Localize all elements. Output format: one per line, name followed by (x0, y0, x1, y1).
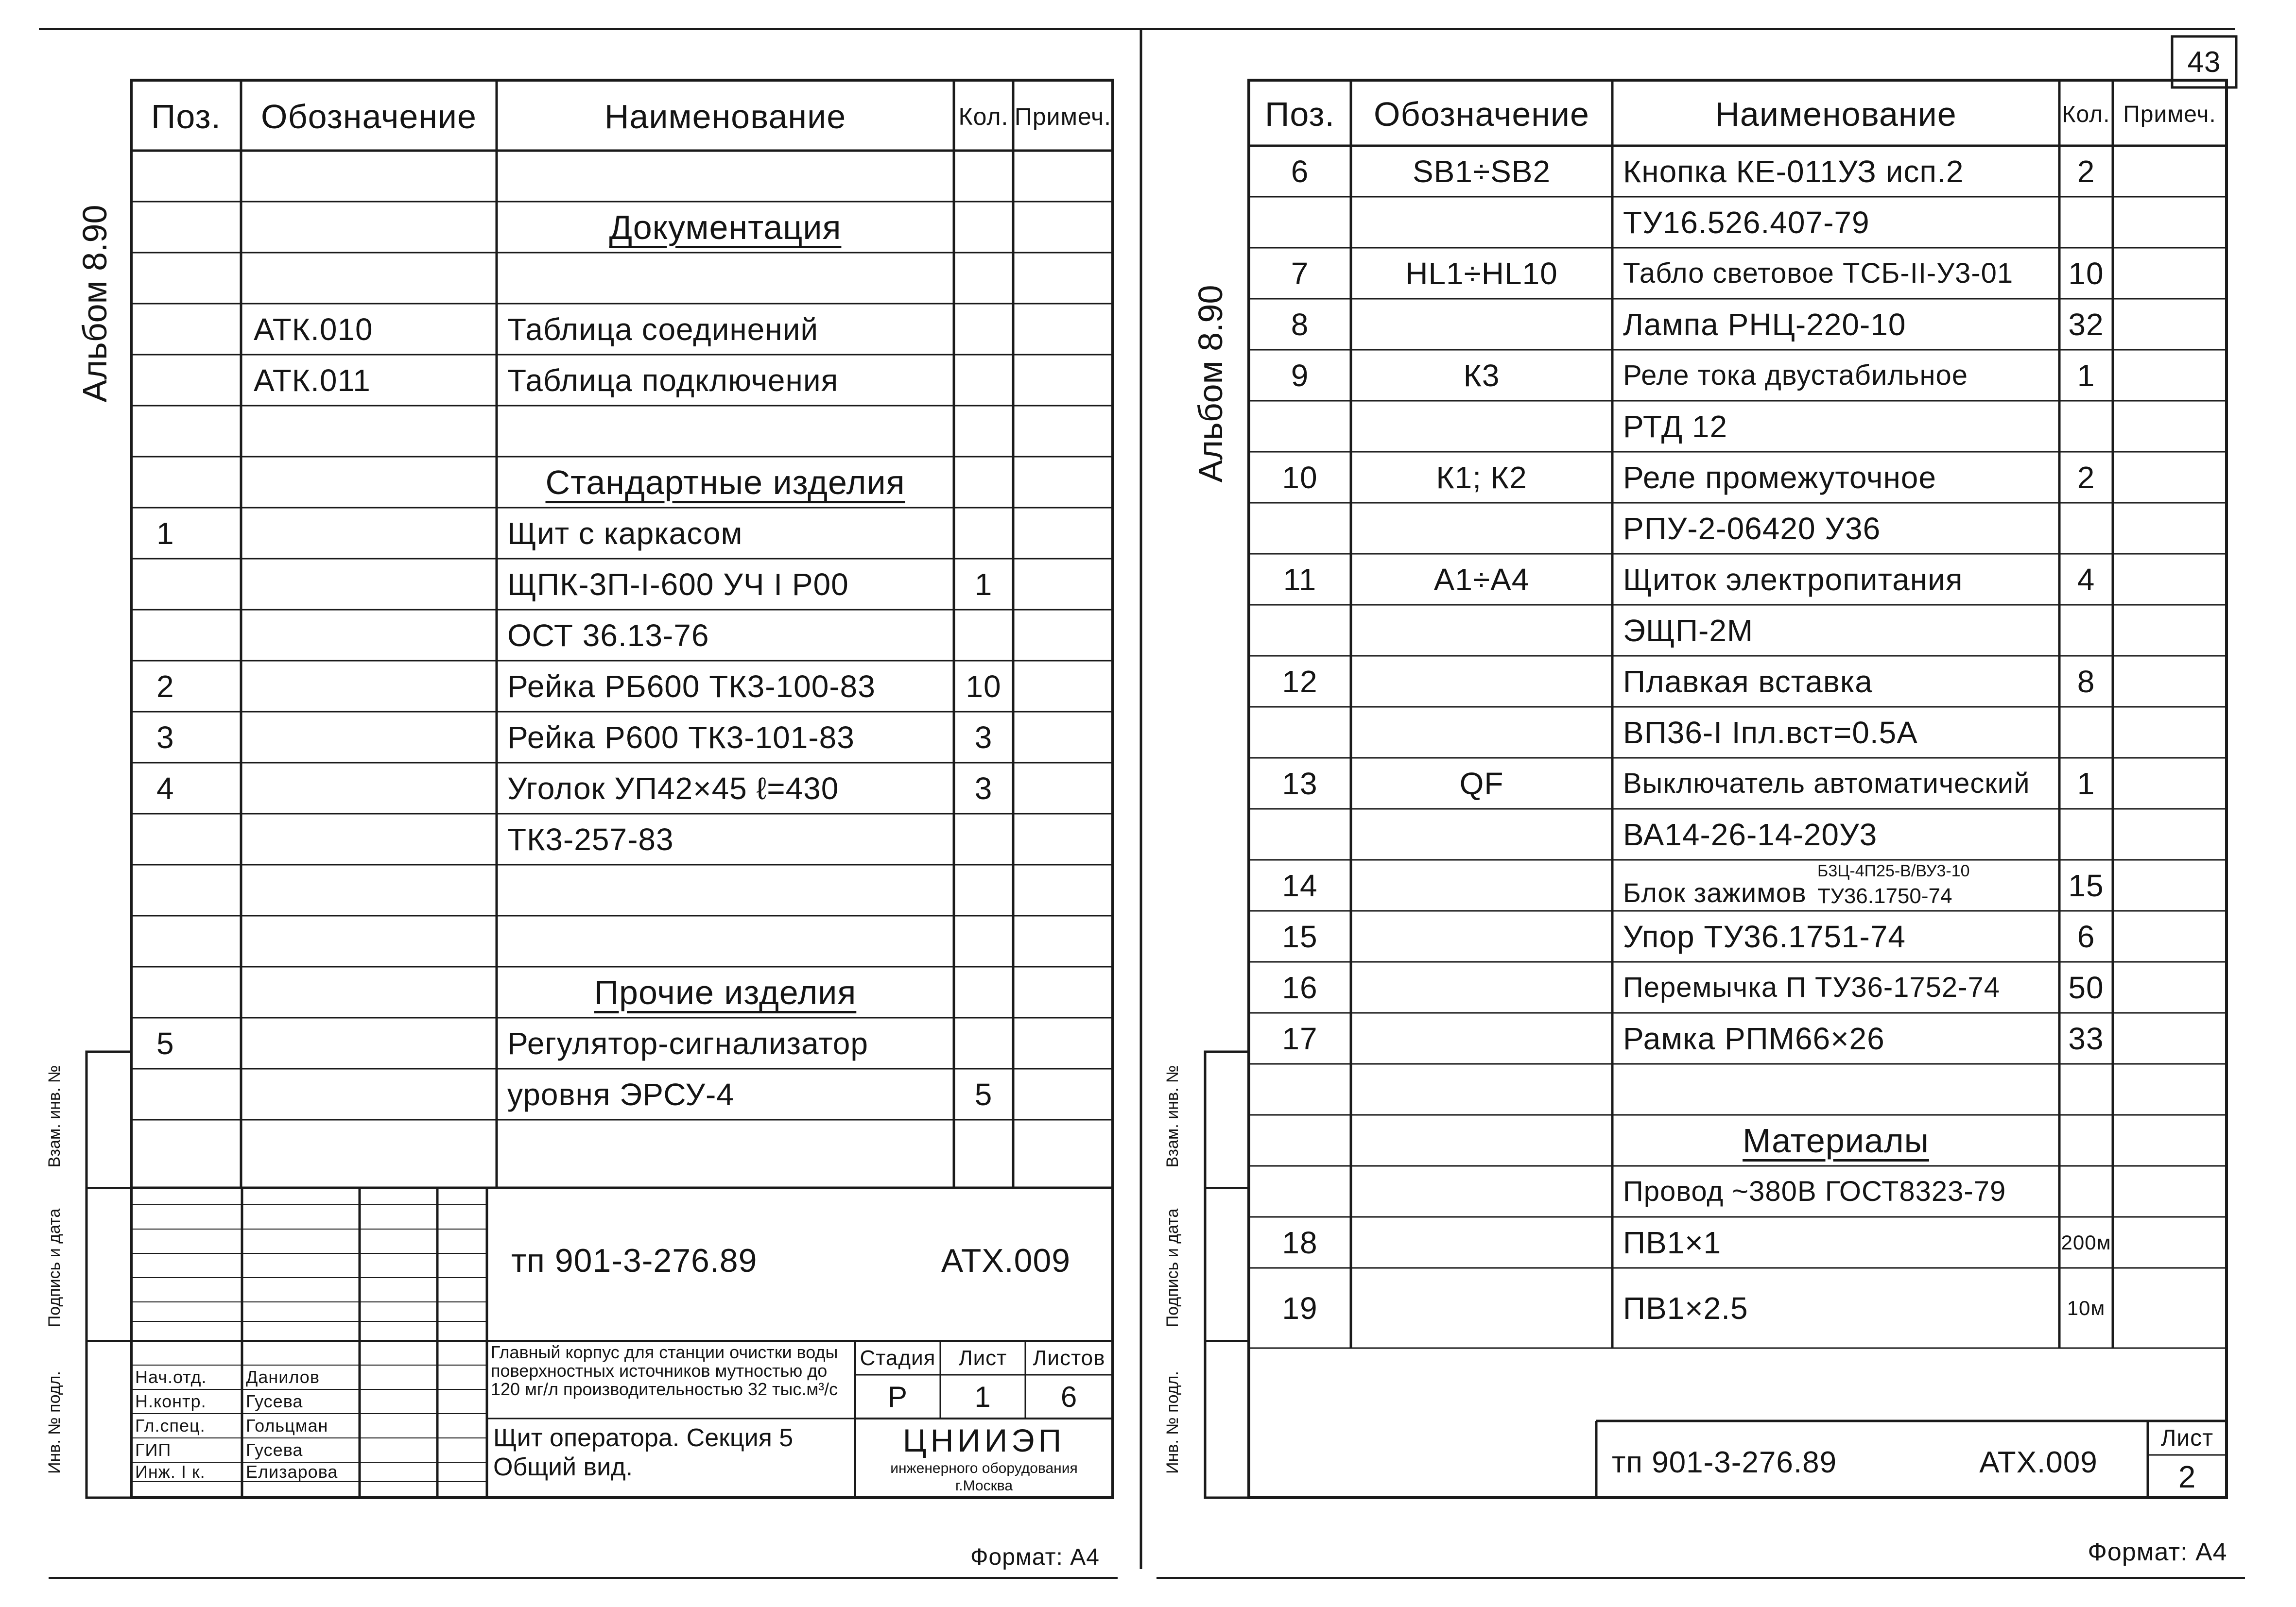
row-qty (954, 916, 1013, 967)
format-label-right: Формат: А4 (2088, 1538, 2227, 1566)
row-pos (146, 457, 238, 508)
row-pos (146, 916, 238, 967)
sheet-value-right: 2 (2178, 1459, 2196, 1494)
row-designation: АТК.011 (254, 362, 371, 398)
row-qty (954, 457, 1013, 508)
side-stamp-sign-date: Подпись и дата (45, 1208, 64, 1328)
row-pos (1249, 1064, 1351, 1115)
row-designation (243, 202, 496, 253)
row-pos: 3 (156, 719, 174, 755)
row-pos: 19 (1282, 1290, 1318, 1326)
role-title: Н.контр. (135, 1391, 207, 1411)
row-designation (1351, 707, 1612, 758)
row-designation (1351, 503, 1612, 554)
row-designation: К3 (1463, 358, 1500, 393)
row-pos (146, 865, 238, 916)
row-designation (1351, 962, 1612, 1013)
format-label-left: Формат: А4 (970, 1544, 1100, 1570)
row-qty: 50 (2068, 970, 2104, 1005)
row-qty: 15 (2068, 868, 2104, 903)
row-pos: 15 (1282, 919, 1318, 954)
row-qty (2059, 197, 2113, 248)
row-name: Рамка РПМ66×26 (1623, 1021, 1885, 1056)
row-qty: 10 (966, 668, 1001, 704)
album-label-left: Альбом 8.90 (76, 205, 114, 403)
row-designation (243, 559, 496, 610)
section-heading: Документация (609, 208, 842, 246)
row-name (497, 916, 954, 967)
row-designation (1351, 656, 1612, 707)
side-stamp-inv-orig-right: Инв. № подл. (1163, 1371, 1182, 1474)
page-number: 43 (2187, 46, 2221, 78)
row-name: Табло световое ТСБ-II-У3-01 (1623, 257, 2014, 289)
project-title: Главный корпус для станции очистки воды поверхностных источников мутностью до 120 мг/л производительностью 32 тыс.м³/с (491, 1343, 838, 1399)
row-designation: HL1÷HL10 (1405, 256, 1558, 291)
row-name: ОСТ 36.13-76 (507, 617, 709, 653)
row-qty (954, 304, 1013, 355)
row-qty: 2 (2077, 460, 2095, 495)
row-pos (1249, 197, 1351, 248)
row-qty (954, 355, 1013, 406)
sheet-label: Лист (958, 1346, 1007, 1370)
section-heading-cell (497, 202, 954, 253)
row-designation: QF (1459, 766, 1504, 801)
row-designation (243, 457, 496, 508)
row-pos: 1 (156, 515, 174, 551)
row-name: ЭЩП-2М (1623, 613, 1754, 648)
row-pos: 6 (1291, 154, 1309, 189)
row-designation (1351, 860, 1612, 911)
row-qty: 200м (2061, 1231, 2111, 1254)
row-qty: 8 (2077, 664, 2095, 699)
role-name: Гольцман (246, 1416, 328, 1436)
col-header-designation-right: Обозначение (1374, 95, 1589, 133)
org-sub: инженерного оборудования г.Москва (890, 1460, 1078, 1494)
row-qty (954, 202, 1013, 253)
row-pos (146, 967, 238, 1018)
side-stamp-inv-orig: Инв. № подл. (45, 1371, 64, 1474)
row-pos: 16 (1282, 970, 1318, 1005)
role-title: Гл.спец. (135, 1416, 206, 1436)
row-qty (954, 967, 1013, 1018)
col-header-name: Наименование (604, 98, 846, 136)
row-name: Плавкая вставка (1623, 664, 1873, 699)
row-name: ТУ16.526.407-79 (1623, 205, 1870, 240)
row-name: ВА14-26-14-20У3 (1623, 817, 1878, 852)
row-pos: 10 (1282, 460, 1318, 495)
row-qty (2059, 503, 2113, 554)
col-header-name-right: Наименование (1715, 95, 1957, 133)
row-pos (1249, 1115, 1351, 1166)
row-name: Блок зажимов (1623, 877, 1807, 908)
row-name: Провод ~380В ГОСТ8323-79 (1623, 1176, 2006, 1207)
col-header-qty: Кол. (958, 103, 1009, 130)
row-pos (1249, 1166, 1351, 1217)
row-name: Реле промежуточное (1623, 460, 1936, 495)
row-qty: 3 (974, 770, 993, 806)
row-name (1612, 1064, 2059, 1115)
row-designation (1351, 605, 1612, 656)
col-header-pos-right: Поз. (1265, 95, 1335, 133)
section-heading-cell (1612, 1115, 2059, 1166)
section-heading: Стандартные изделия (545, 463, 905, 501)
role-title: ГИП (135, 1440, 172, 1460)
row-name: уровня ЭРСУ-4 (507, 1077, 734, 1112)
row-pos (146, 304, 238, 355)
role-name: Данилов (246, 1367, 320, 1387)
row-qty: 3 (974, 719, 993, 755)
row-pos: 11 (1283, 562, 1317, 597)
row-qty: 1 (2077, 766, 2095, 801)
row-name (497, 1120, 954, 1171)
row-name: Лампа РНЦ-220-10 (1623, 307, 1906, 342)
row-pos (1249, 401, 1351, 452)
row-qty (954, 508, 1013, 559)
row-name: ЩПК-3П-I-600 УЧ I Р00 (507, 566, 849, 602)
row-qty (2059, 401, 2113, 452)
row-pos (1249, 503, 1351, 554)
row-name (497, 253, 954, 304)
row-name: РПУ-2-06420 У36 (1623, 511, 1881, 546)
row-name: ВП36-I Iпл.вст=0.5А (1623, 715, 1918, 750)
row-designation (243, 610, 496, 661)
row-designation (1351, 1013, 1612, 1064)
row-name: Перемычка П ТУ36-1752-74 (1623, 972, 2001, 1003)
row-name: ТК3-257-83 (507, 821, 674, 857)
row-qty (2059, 1166, 2113, 1217)
row-designation (243, 661, 496, 712)
row-name: РТД 12 (1623, 409, 1728, 444)
row-designation (243, 508, 496, 559)
row-qty (2059, 809, 2113, 860)
row-name: Реле тока двустабильное (1623, 359, 1968, 391)
row-pos: 2 (156, 668, 174, 704)
row-designation (1351, 401, 1612, 452)
row-name: ПВ1×1 (1623, 1225, 1722, 1260)
row-qty (954, 406, 1013, 457)
row-designation (243, 814, 496, 865)
side-stamp-repl-inv: Взам. инв. № (45, 1065, 64, 1168)
role-name: Гусева (246, 1391, 303, 1411)
row-pos (146, 253, 238, 304)
row-qty: 33 (2068, 1021, 2104, 1056)
row-designation (1351, 1268, 1612, 1348)
row-qty (2059, 707, 2113, 758)
section-heading: Прочие изделия (594, 973, 857, 1011)
row-pos (146, 814, 238, 865)
row-name: Кнопка КЕ-011УЗ исп.2 (1623, 154, 1964, 189)
role-name: Елизарова (246, 1462, 338, 1482)
stage-label: Стадия (860, 1346, 936, 1370)
row-designation (243, 1120, 496, 1171)
side-stamp-sign-date-right: Подпись и дата (1163, 1208, 1182, 1328)
row-designation: АТК.010 (254, 311, 373, 347)
row-designation (243, 253, 496, 304)
row-qty (2059, 605, 2113, 656)
row-pos: 8 (1291, 307, 1309, 342)
row-pos (146, 1120, 238, 1171)
row-designation (1351, 197, 1612, 248)
stage-value: Р (887, 1380, 908, 1413)
row-qty: 1 (974, 566, 993, 602)
sheet-code-right: АТХ.009 (1979, 1445, 2098, 1479)
section-heading-cell (497, 967, 954, 1018)
row-designation (1351, 1217, 1612, 1268)
row-pos (146, 355, 238, 406)
row-pos (1249, 707, 1351, 758)
row-designation (1351, 1064, 1612, 1115)
sheets-label: Листов (1033, 1346, 1105, 1370)
row-name: Выключатель автоматический (1623, 768, 2030, 799)
col-header-pos: Поз. (151, 98, 221, 136)
row-qty (954, 610, 1013, 661)
role-name: Гусева (246, 1440, 303, 1460)
row-designation (243, 865, 496, 916)
row-name (497, 865, 954, 916)
row-pos (146, 406, 238, 457)
row-qty: 5 (974, 1077, 993, 1112)
row-name: Регулятор-сигнализатор (507, 1026, 868, 1061)
section-heading-cell (497, 457, 954, 508)
row-qty: 6 (2077, 919, 2095, 954)
row-name: Щиток электропитания (1623, 562, 1963, 597)
row-designation (1351, 1166, 1612, 1217)
doc-code-right: тп 901-3-276.89 (1612, 1445, 1837, 1479)
doc-code: тп 901-3-276.89 (511, 1242, 758, 1279)
row-pos: 5 (156, 1026, 174, 1061)
row-qty: 10м (2067, 1296, 2106, 1319)
row-qty: 32 (2068, 307, 2104, 342)
row-qty (954, 814, 1013, 865)
row-pos (146, 202, 238, 253)
row-pos (1249, 809, 1351, 860)
sheets-value: 6 (1060, 1380, 1078, 1413)
row-name: Щит с каркасом (507, 515, 743, 551)
row-designation (243, 763, 496, 814)
row-designation (1351, 299, 1612, 350)
org-name: ЦНИИЭП (902, 1422, 1066, 1458)
row-qty (2059, 1064, 2113, 1115)
row-name: ПВ1×2.5 (1623, 1290, 1748, 1326)
row-designation: А1÷А4 (1433, 562, 1530, 597)
row-name (497, 406, 954, 457)
row-pos (146, 151, 238, 202)
row-designation (1351, 809, 1612, 860)
row-designation (243, 151, 496, 202)
row-designation (1351, 1115, 1612, 1166)
row-designation (243, 406, 496, 457)
row-qty: 4 (2077, 562, 2095, 597)
row-pos: 18 (1282, 1225, 1318, 1260)
row-qty (954, 151, 1013, 202)
row-qty (954, 1018, 1013, 1069)
row-pos: 9 (1291, 358, 1309, 393)
row-name: Рейка Р600 ТК3-101-83 (507, 719, 855, 755)
row-pos (146, 559, 238, 610)
sheet-value: 1 (974, 1380, 991, 1413)
row-pos: 12 (1282, 664, 1318, 699)
row-pos: 17 (1282, 1021, 1318, 1056)
row-pos: 14 (1282, 868, 1318, 903)
row-qty (954, 253, 1013, 304)
role-title: Инж. I к. (135, 1462, 206, 1482)
row-designation (243, 1018, 496, 1069)
row-pos: 7 (1291, 256, 1309, 291)
row-qty (954, 865, 1013, 916)
sheet-code: АТХ.009 (941, 1242, 1071, 1279)
row-name: Таблица соединений (507, 311, 819, 347)
row-designation: К1; К2 (1436, 460, 1527, 495)
side-stamp-repl-inv-right: Взам. инв. № (1163, 1065, 1182, 1168)
sheet-label-right: Лист (2160, 1425, 2214, 1451)
row-pos: 4 (156, 770, 174, 806)
row-name: Упор ТУ36.1751-74 (1623, 919, 1906, 954)
row-qty (2059, 1115, 2113, 1166)
row-name: Таблица подключения (507, 362, 839, 398)
row-pos (1249, 605, 1351, 656)
row-name: Рейка РБ600 ТК3-100-83 (507, 668, 876, 704)
section-heading: Материалы (1743, 1121, 1929, 1160)
row-name (497, 151, 954, 202)
row-designation: SB1÷SB2 (1412, 154, 1551, 189)
row-designation (243, 967, 496, 1018)
row-name: Уголок УП42×45 ℓ=430 (507, 770, 839, 806)
row-designation (243, 1069, 496, 1120)
drawing-title: Щит оператора. Секция 5 Общий вид. (493, 1424, 794, 1481)
row-qty (954, 1120, 1013, 1171)
col-header-note: Примеч. (1014, 103, 1112, 130)
row-designation (243, 916, 496, 967)
row-qty: 2 (2077, 154, 2095, 189)
row-pos (146, 610, 238, 661)
role-title: Нач.отд. (135, 1367, 207, 1387)
col-header-note-right: Примеч. (2123, 101, 2216, 127)
col-header-qty-right: Кол. (2062, 101, 2110, 127)
album-label-right: Альбом 8.90 (1191, 285, 1229, 483)
row-name-sup: Б3Ц-4П25-В/ВУ3-10 (1817, 862, 1970, 880)
row-pos (146, 1069, 238, 1120)
col-header-designation: Обозначение (261, 98, 477, 136)
row-pos: 13 (1282, 766, 1318, 801)
row-designation (243, 712, 496, 763)
row-name-sub: ТУ36.1750-74 (1817, 884, 1952, 908)
row-qty: 1 (2077, 358, 2095, 393)
row-designation (1351, 911, 1612, 962)
row-qty: 10 (2068, 256, 2104, 291)
